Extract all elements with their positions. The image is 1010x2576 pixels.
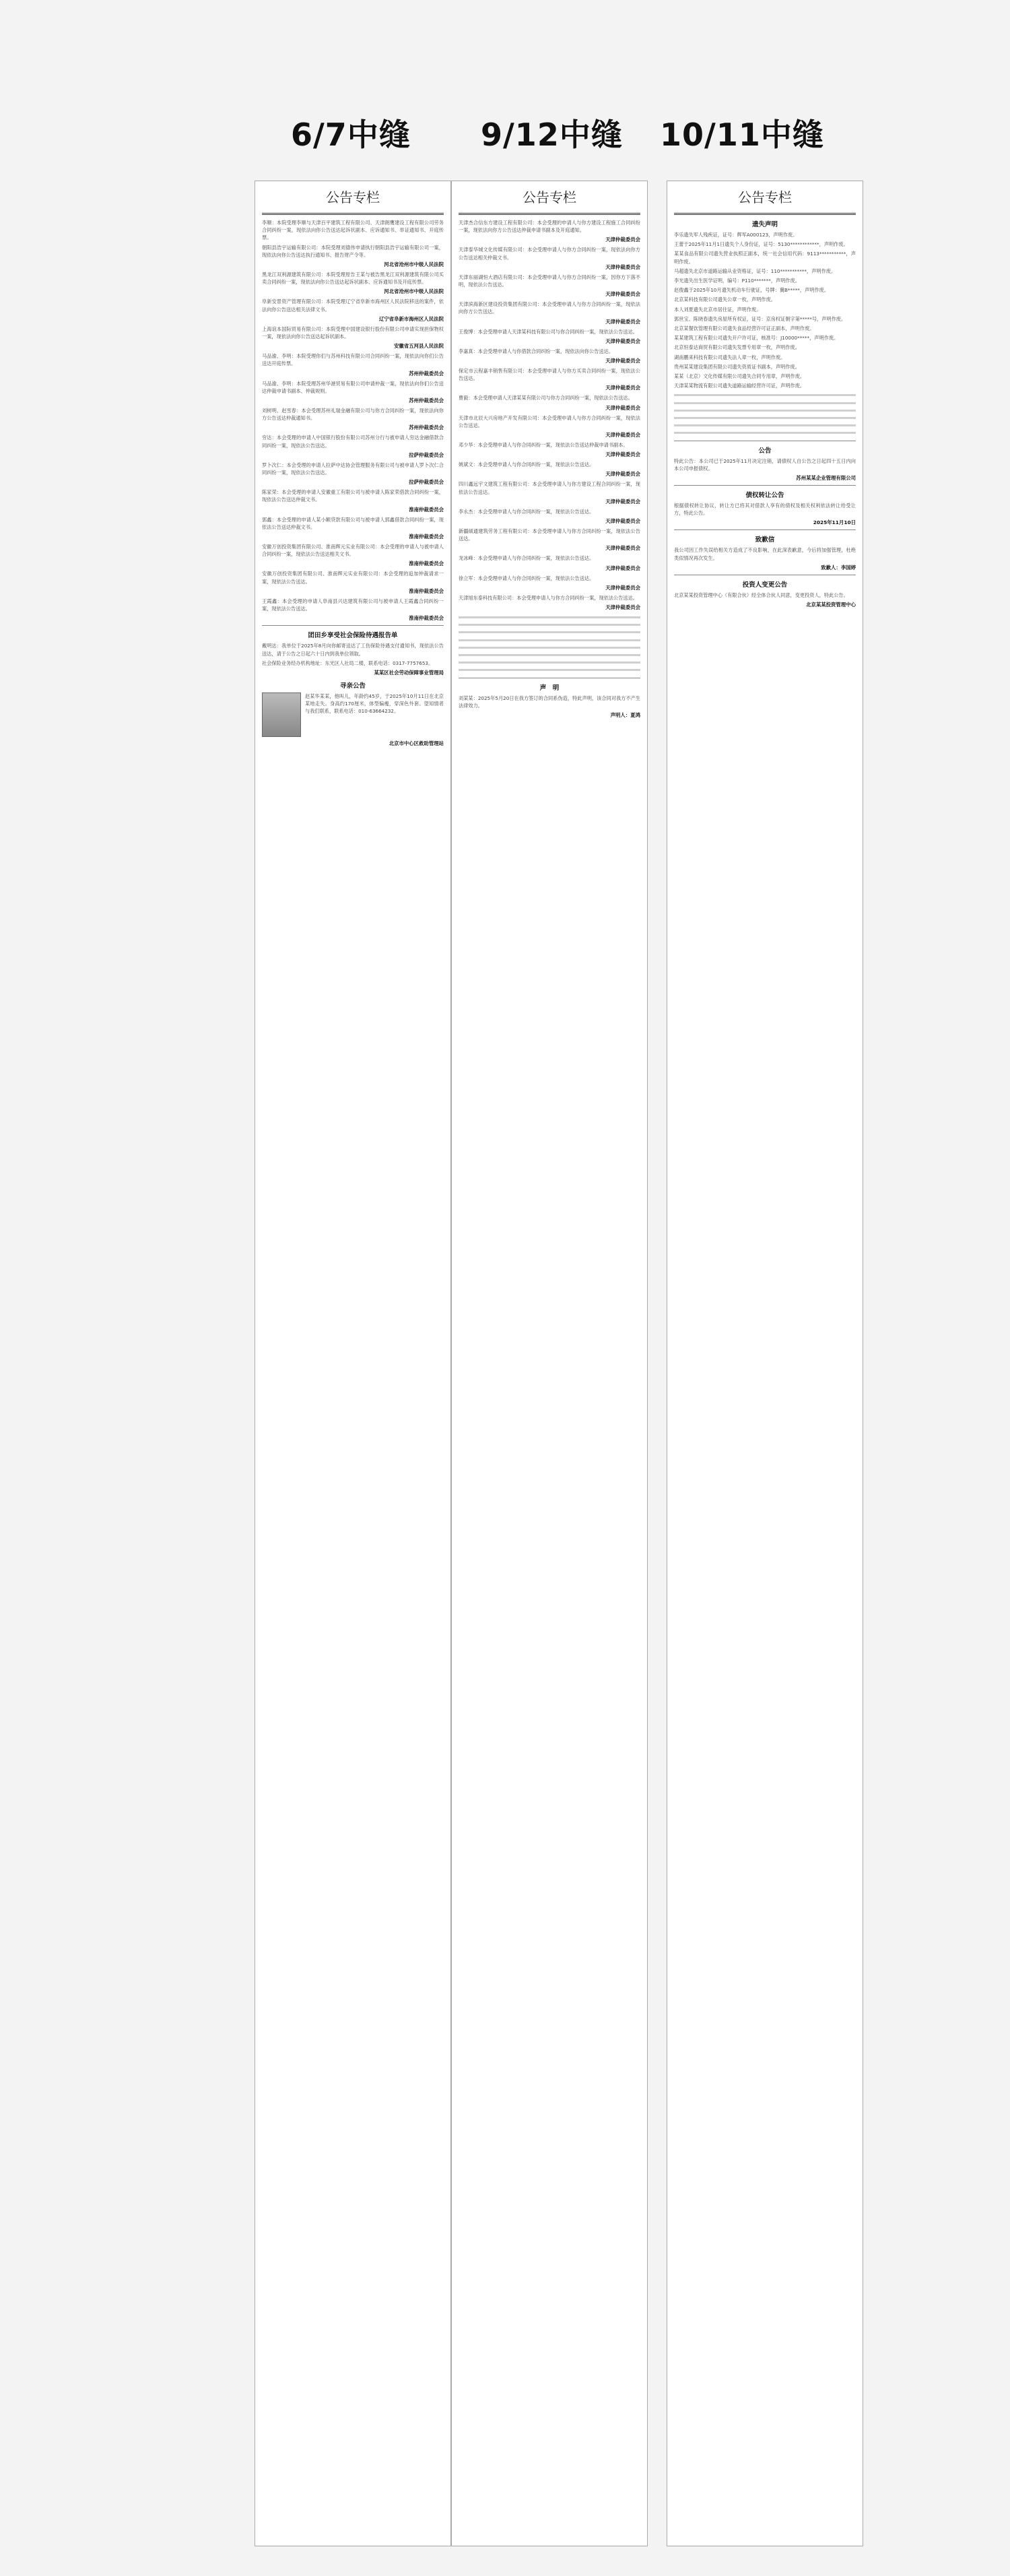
notice-paragraph: 赵俊鑫于2025年10月遗失机动车行驶证，号牌：冀B*****，声明作废。 [674, 287, 830, 294]
notice-signature: 天津仲裁委员会 [605, 432, 640, 439]
notice-column-left [255, 181, 451, 2546]
notice-paragraph: 王俊博：本会受理申请人天津某科技有限公司与你合同纠纷一案，现依法公告送达。 [459, 328, 638, 335]
notice-paragraph: 龙冰峰：本会受理申请人与你合同纠纷一案，现依法公告送达。 [459, 555, 595, 562]
notice-signature: 天津仲裁委员会 [605, 518, 640, 525]
notice-paragraph: 四川鑫远宇文建筑工程有限公司：本会受理申请人与你方建设工程合同纠纷一案，现依法公告送达。 [459, 481, 640, 495]
notice-signature: 北京某某投资管理中心 [806, 602, 856, 608]
notice-paragraph: 社会保险业务经办机构地址：东光区人社局二楼，联系电话：0317-7757653。 [262, 659, 434, 666]
notice-paragraph: 北京某科技有限公司遗失公章一枚，声明作废。 [674, 296, 776, 303]
notice-signature: 致歉人：李国婷 [821, 564, 856, 571]
notice-paragraph: 湖南鹏来科技有限公司遗失法人章一枚，声明作废。 [674, 354, 786, 360]
notice-signature: 拉萨仲裁委员会 [409, 451, 444, 458]
notice-paragraph: 李永杰：本会受理申请人与你合同纠纷一案，现依法公告送达。 [459, 508, 595, 515]
notice-signature: 苏州仲裁委员会 [409, 397, 444, 404]
notice-paragraph: 穷达：本会受理的申请人中国银行股份有限公司苏州分行与被申请人穷达金融借款合同纠纷一案，现依法公告送达。 [262, 434, 444, 449]
notice-signature: 天津仲裁委员会 [605, 451, 640, 458]
text-line [459, 637, 640, 644]
notice-paragraph: 上海谊本国际贸易有限公司：本院受理中国建设银行股份有限公司申请实现担保物权一案，现依法向你公告送达起诉状副本。 [262, 325, 444, 340]
notice-paragraph: 本人刘夏遗失北京市居住证，声明作废。 [674, 306, 762, 313]
notice-paragraph: 郭鑫：本会受理的申请人某小额贷款有限公司与被申请人郭鑫借款合同纠纷一案，现依法公告送达仲裁文书。 [262, 516, 444, 530]
notice-paragraph: 特此公告：本公司已于2025年11月决定注销，请债权人自公告之日起四十五日内向本公司申报债权。 [674, 457, 856, 472]
notice-paragraph: 某某食品有限公司遗失营业执照正副本，统一社会信用代码：9113***********，声明作废。 [674, 251, 856, 265]
notice-paragraph: 某某（北京）文化传媒有限公司遗失合同专用章，声明作废。 [674, 373, 805, 380]
notice-paragraph: 郭世宝、陈晓春遗失房屋所有权证，证号：京房权证朝字第*****号，声明作废。 [674, 315, 846, 322]
column-title: 公告专栏 [262, 181, 444, 215]
notice-paragraph: 天津杰合信东方建设工程有限公司：本会受理的申请人与你方建设工程施工合同纠纷一案，现依法向你方公告送达仲裁申请书副本及开庭通知。 [459, 220, 640, 234]
notice-column-middle [451, 181, 648, 2546]
notice-signature: 北京市中心区救助管理站 [389, 740, 444, 746]
notice-paragraph: 新疆硕通建筑劳务工程有限公司：本会受理申请人与你方合同纠纷一案，现依法公告送达。 [459, 528, 640, 542]
notice-signature: 2025年11月10日 [813, 519, 856, 526]
notice-paragraph: 刘某某：2025年5月20日在我方签订的合同系伪造，特此声明，该合同对我方不产生法律效力。 [459, 695, 640, 709]
notice-signature: 天津仲裁委员会 [605, 565, 640, 571]
notice-paragraph: 李顺：本院受理李顺与天津百平建筑工程有限公司、天津朗鹰建设工程有限公司劳务合同纠纷一案，现依法向你公告送达起诉状副本、应诉通知书、举证通知书、开庭传票。 [262, 220, 444, 241]
notice-paragraph: 刘树明、赵雪春：本会受理苏州礼瑞金融有限公司与你方合同纠纷一案，现依法向你方公告送达仲裁通知书。 [262, 408, 444, 422]
notice-signature: 天津仲裁委员会 [605, 545, 640, 552]
notice-signature: 天津仲裁委员会 [605, 291, 640, 298]
notice-paragraph: 朝阳县浩宇运输有限公司：本院受理刘德伟申请执行朝阳县浩宇运输有限公司一案，现依法向你公告送达执行通知书、报告财产令等。 [262, 244, 444, 258]
notice-paragraph: 天津旭东泰科技有限公司：本会受理申请人与你方合同纠纷一案，现依法公告送达。 [459, 594, 638, 601]
notice-signature: 天津仲裁委员会 [605, 604, 640, 611]
notice-signature: 天津仲裁委员会 [605, 498, 640, 505]
notice-paragraph: 阜新安景资产管理有限公司：本院受理辽宁省阜新市海州区人民法院移送的案件，依法向你公告送达相关法律文书。 [262, 298, 444, 313]
notice-signature: 苏州某某企业管理有限公司 [796, 474, 856, 481]
notice-paragraph: 戴明达：我单位于2025年8月向你邮寄送达了工伤保险待遇支付通知书，现依法公告送达，请于公告之日起六十日内到我单位领取。 [262, 643, 444, 657]
notice-signature: 拉萨仲裁委员会 [409, 479, 444, 486]
notice-signature: 河北省沧州市中级人民法院 [384, 288, 444, 295]
notice-signature: 淮南仲裁委员会 [409, 506, 444, 513]
text-line [459, 629, 640, 636]
notice-paragraph: 天津滨海新区建设投资集团有限公司：本会受理申请人与你方合同纠纷一案，现依法向你方公告送达。 [459, 301, 640, 315]
notice-paragraph: 曹毅：本会受理申请人天津某某有限公司与你方合同纠纷一案，现依法公告送达。 [459, 395, 633, 401]
notice-paragraph: 根据债权转让协议，转让方已将其对借款人享有的债权及相关权利依法转让给受让方，特此公告。 [674, 502, 856, 517]
notice-paragraph: 马品渝、李明：本院受理你们与苏州科技有限公司合同纠纷一案，现依法向你们公告送达开庭传票。 [262, 353, 444, 367]
text-line [674, 407, 856, 414]
notice-paragraph: 天津泰华城文化传媒有限公司：本会受理申请人与你方合同纠纷一案，现依法向你方公告送达相关仲裁文书。 [459, 247, 640, 261]
notice-paragraph: 保定市云程嘉丰销售有限公司：本会受理申请人与你方买卖合同纠纷一案，现依法公告送达。 [459, 368, 640, 382]
notice-paragraph: 罗卜次仁：本会受理的申请人拉萨中达协会管理服务有限公司与被申请人罗卜次仁合同纠纷一案，现依法公告送达。 [262, 461, 444, 476]
notice-sub-heading: 债权转让公告 [745, 491, 784, 499]
notice-paragraph: 安徽万创投资集团有限公司、淮南辉元实业有限公司：本会受理的追加仲裁请求一案，现依法公告送达。 [262, 571, 444, 585]
heading-left: 6/7中缝 [291, 117, 411, 153]
text-line [459, 659, 640, 666]
notice-signature: 河北省沧州市中级人民法院 [384, 261, 444, 268]
person-photo [262, 693, 301, 737]
notice-signature: 天津仲裁委员会 [605, 318, 640, 325]
notice-paragraph: 马品渝、李明：本院受理苏州华港贸易有限公司申请仲裁一案，现依法向你们公告送达仲裁申请书副本、仲裁规则。 [262, 380, 444, 394]
notice-paragraph: 安徽万创投资集团有限公司、淮南辉元实业有限公司：本会受理的申请人与被申请人合同纠纷一案，现依法公告送达相关文书。 [262, 544, 444, 558]
notice-signature: 天津仲裁委员会 [605, 358, 640, 364]
notice-sub-heading: 致歉信 [755, 536, 775, 544]
notice-signature: 声明人：夏鸿 [610, 711, 640, 718]
notice-paragraph: 王蕾于2025年11月1日遗失个人身份证，证号：5130************，声明作废。 [674, 241, 848, 248]
notice-signature: 天津仲裁委员会 [605, 263, 640, 270]
heading-middle: 9/12中缝 [481, 117, 623, 153]
notice-signature: 安徽省五河县人民法院 [394, 343, 444, 350]
divider [262, 625, 444, 626]
notice-paragraph: 王霞鑫：本会受理的申请人阜南县兴达建筑有限公司与被申请人王霞鑫合同纠纷一案，现依法公告送达。 [262, 598, 444, 612]
text-line [459, 644, 640, 651]
notice-paragraph: 北京某某投资管理中心（有限合伙）经全体合伙人同意，变更投资人，特此公告。 [674, 591, 848, 598]
notice-signature: 天津仲裁委员会 [605, 584, 640, 591]
text-line [674, 422, 856, 429]
notice-paragraph: 某某建筑工程有限公司遗失开户许可证，核准号：J10000*****，声明作废。 [674, 335, 839, 342]
divider [674, 485, 856, 486]
notice-signature: 天津仲裁委员会 [605, 385, 640, 391]
notice-sub-heading: 寻亲公告 [339, 682, 366, 690]
notice-paragraph: 黑龙江双利源建筑有限公司：本院受理原告王某与被告黑龙江双利源建筑有限公司买卖合同纠纷一案，现依法向你公告送达起诉状副本、应诉通知书及开庭传票。 [262, 271, 444, 286]
notice-paragraph: 天津市北辰大兴房地产开发有限公司：本会受理申请人与你方合同纠纷一案，现依法公告送达。 [459, 414, 640, 428]
notice-signature: 天津仲裁委员会 [605, 471, 640, 478]
notice-paragraph: 赵某华某某，他叫儿，年龄约45岁，于2025年10月11日在北京某地走失。身高约170厘米，体型偏瘦，穿深色外套。望知情者与我们联系，联系电话：010-63664232。 [305, 693, 444, 715]
notice-signature: 天津仲裁委员会 [605, 404, 640, 411]
notice-paragraph: 徐立军：本会受理申请人与你合同纠纷一案，现依法公告送达。 [459, 575, 595, 581]
notice-signature: 天津仲裁委员会 [605, 236, 640, 243]
notice-paragraph: 姚斌文：本会受理申请人与你合同纠纷一案，现依法公告送达。 [459, 461, 595, 468]
notice-paragraph: 我公司因工作失误给相关方造成了不良影响，在此深表歉意，今后将加强管理，杜绝类似情况再次发生。 [674, 547, 856, 561]
divider [674, 529, 856, 530]
column-title: 公告专栏 [674, 181, 856, 215]
notice-paragraph: 北京某餐饮管理有限公司遗失食品经营许可证正副本，声明作废。 [674, 325, 815, 332]
notice-paragraph: 李光遗失出生医学证明，编号：P110*******，声明作废。 [674, 278, 800, 284]
notice-column-right [667, 181, 863, 2546]
notice-sub-heading: 声 明 [539, 684, 560, 692]
notice-paragraph: 邓少华：本会受理申请人与你合同纠纷一案，现依法公告送达仲裁申请书副本。 [459, 442, 628, 449]
notice-signature: 辽宁省阜新市海州区人民法院 [378, 315, 444, 322]
notice-paragraph: 李乐遗失军人残疾证，证号：辉军A000123，声明作废。 [674, 232, 798, 238]
notice-signature: 苏州仲裁委员会 [409, 370, 444, 377]
text-line [459, 666, 640, 674]
heading-right: 10/11中缝 [660, 117, 824, 153]
notice-sub-heading: 公告 [758, 447, 772, 455]
notice-paragraph: 马超遗失北京市道路运输从业资格证，证号：110***********，声明作废。 [674, 267, 836, 274]
notice-sub-heading: 投资人变更公告 [742, 581, 788, 589]
notice-signature: 天津仲裁委员会 [605, 337, 640, 344]
notice-signature: 淮南仲裁委员会 [409, 615, 444, 622]
notice-signature: 淮南仲裁委员会 [409, 534, 444, 540]
notice-paragraph: 天津东丽湖恒大酒店有限公司：本会受理申请人与你方合同纠纷一案，因你方下落不明，现依法公告送达。 [459, 273, 640, 288]
notice-signature: 苏州仲裁委员会 [409, 424, 444, 431]
text-line [459, 614, 640, 621]
text-line [459, 651, 640, 659]
notice-signature: 某某区社会劳动保障事业管理局 [374, 669, 444, 676]
notice-sub-heading: 团田乡享受社会保险待遇报告单 [308, 632, 398, 640]
notice-paragraph: 陈家荣：本会受理的申请人安徽重工有限公司与被申请人陈家荣借款合同纠纷一案，现依法公告送达仲裁文书。 [262, 489, 444, 503]
missing-person-notice [262, 693, 444, 737]
notice-paragraph: 北京恒泰达商贸有限公司遗失发票专用章一枚，声明作废。 [674, 344, 800, 351]
notice-paragraph: 天津某某物流有限公司遗失道路运输经营许可证，声明作废。 [674, 383, 805, 389]
notice-signature: 淮南仲裁委员会 [409, 560, 444, 567]
notice-paragraph: 李嘉真：本会受理申请人与你借款合同纠纷一案，现依法向你公告送达。 [459, 348, 614, 354]
text-line [674, 399, 856, 407]
column-title: 公告专栏 [459, 181, 640, 215]
text-line [674, 429, 856, 437]
text-line [674, 414, 856, 422]
notice-signature: 淮南仲裁委员会 [409, 587, 444, 594]
notice-sub-heading: 遗失声明 [751, 221, 778, 228]
notice-paragraph: 贵州某某建设集团有限公司遗失资质证书副本，声明作废。 [674, 363, 800, 370]
text-line [674, 391, 856, 399]
text-line [459, 621, 640, 629]
